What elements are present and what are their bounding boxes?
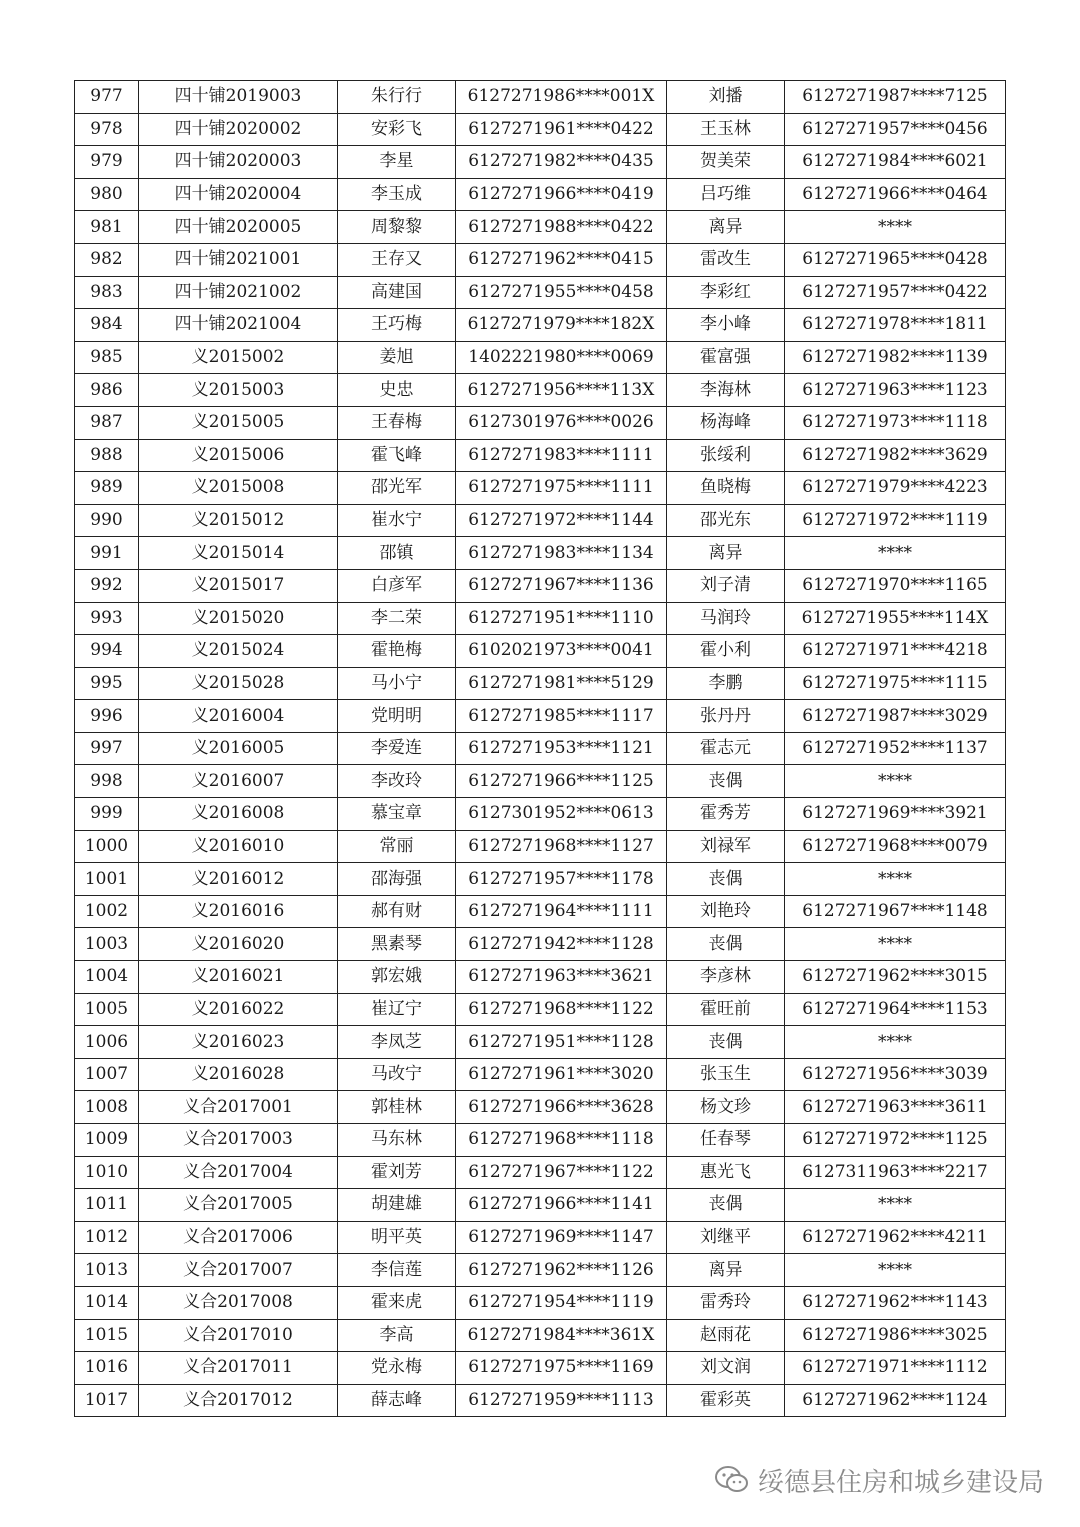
applicant-id-cell: 1402221980****0069 xyxy=(456,341,667,374)
household-code-cell: 义2016020 xyxy=(139,928,338,961)
row-number-cell: 999 xyxy=(75,798,139,831)
spouse-id-cell: 6127311963****2217 xyxy=(785,1156,1006,1189)
table-row xyxy=(75,569,1006,602)
spouse-id-cell: 6127271957****0422 xyxy=(785,276,1006,309)
household-code-cell: 义合2017004 xyxy=(139,1156,338,1189)
applicant-id-cell: 6127271961****0422 xyxy=(456,113,667,146)
applicant-id-cell: 6127271969****1147 xyxy=(456,1221,667,1254)
spouse-id-cell: 6127271971****1112 xyxy=(785,1352,1006,1385)
household-code-cell: 四十铺2020002 xyxy=(139,113,338,146)
spouse-name-cell: 丧偶 xyxy=(667,765,785,798)
table-row xyxy=(75,81,1006,114)
household-code-cell: 义合2017007 xyxy=(139,1254,338,1287)
spouse-id-cell: 6127271963****3611 xyxy=(785,1091,1006,1124)
row-number-cell: 1001 xyxy=(75,863,139,896)
table-row xyxy=(75,798,1006,831)
table-row xyxy=(75,993,1006,1026)
spouse-name-cell: 张丹丹 xyxy=(667,700,785,733)
applicant-name-cell: 李爱连 xyxy=(338,732,456,765)
row-number-cell: 1004 xyxy=(75,961,139,994)
applicant-id-cell: 6127301952****0613 xyxy=(456,798,667,831)
row-number-cell: 982 xyxy=(75,243,139,276)
table-row xyxy=(75,928,1006,961)
applicant-id-cell: 6127271966****0419 xyxy=(456,178,667,211)
row-number-cell: 1016 xyxy=(75,1352,139,1385)
spouse-id-cell: 6127271972****1119 xyxy=(785,504,1006,537)
applicant-name-cell: 李二荣 xyxy=(338,602,456,635)
spouse-id-cell: 6127271962****1143 xyxy=(785,1286,1006,1319)
applicant-id-cell: 6127271986****001X xyxy=(456,81,667,114)
spouse-name-cell: 霍富强 xyxy=(667,341,785,374)
spouse-id-cell: 6127271987****3029 xyxy=(785,700,1006,733)
applicant-name-cell: 霍飞峰 xyxy=(338,439,456,472)
applicant-name-cell: 薛志峰 xyxy=(338,1384,456,1417)
table-row xyxy=(75,635,1006,668)
spouse-id-cell: 6127271962****4211 xyxy=(785,1221,1006,1254)
applicant-name-cell: 王存又 xyxy=(338,243,456,276)
household-code-cell: 义2015003 xyxy=(139,374,338,407)
table-row xyxy=(75,243,1006,276)
spouse-name-cell: 霍彩英 xyxy=(667,1384,785,1417)
row-number-cell: 989 xyxy=(75,472,139,505)
table-row xyxy=(75,700,1006,733)
household-code-cell: 义2016021 xyxy=(139,961,338,994)
applicant-name-cell: 李信莲 xyxy=(338,1254,456,1287)
table-row xyxy=(75,504,1006,537)
household-code-cell: 义2016012 xyxy=(139,863,338,896)
spouse-name-cell: 丧偶 xyxy=(667,1026,785,1059)
spouse-id-cell: **** xyxy=(785,1189,1006,1222)
spouse-id-cell: 6127271972****1125 xyxy=(785,1124,1006,1157)
spouse-id-cell: **** xyxy=(785,1254,1006,1287)
applicant-name-cell: 李高 xyxy=(338,1319,456,1352)
applicant-id-cell: 6127271985****1117 xyxy=(456,700,667,733)
table-row xyxy=(75,667,1006,700)
spouse-name-cell: 张绥利 xyxy=(667,439,785,472)
applicant-id-cell: 6127271961****3020 xyxy=(456,1058,667,1091)
table-row xyxy=(75,961,1006,994)
spouse-id-cell: 6127271970****1165 xyxy=(785,569,1006,602)
spouse-name-cell: 霍小利 xyxy=(667,635,785,668)
spouse-name-cell: 刘子清 xyxy=(667,569,785,602)
row-number-cell: 997 xyxy=(75,732,139,765)
applicant-name-cell: 王巧梅 xyxy=(338,309,456,342)
household-code-cell: 义2015014 xyxy=(139,537,338,570)
applicant-name-cell: 邵海强 xyxy=(338,863,456,896)
applicant-name-cell: 史忠 xyxy=(338,374,456,407)
household-code-cell: 义合2017005 xyxy=(139,1189,338,1222)
row-number-cell: 1012 xyxy=(75,1221,139,1254)
applicant-name-cell: 郝有财 xyxy=(338,895,456,928)
applicant-name-cell: 胡建雄 xyxy=(338,1189,456,1222)
applicant-name-cell: 李改玲 xyxy=(338,765,456,798)
applicant-id-cell: 6127271962****0415 xyxy=(456,243,667,276)
row-number-cell: 1007 xyxy=(75,1058,139,1091)
table-row xyxy=(75,602,1006,635)
spouse-name-cell: 离异 xyxy=(667,211,785,244)
table-row xyxy=(75,309,1006,342)
applicant-id-cell: 6127271964****1111 xyxy=(456,895,667,928)
spouse-id-cell: 6127271964****1153 xyxy=(785,993,1006,1026)
applicant-id-cell: 6127271942****1128 xyxy=(456,928,667,961)
spouse-id-cell: 6127271966****0464 xyxy=(785,178,1006,211)
table-row xyxy=(75,341,1006,374)
spouse-id-cell: 6127271962****3015 xyxy=(785,961,1006,994)
spouse-name-cell: 霍秀芳 xyxy=(667,798,785,831)
row-number-cell: 980 xyxy=(75,178,139,211)
row-number-cell: 995 xyxy=(75,667,139,700)
applicant-name-cell: 李玉成 xyxy=(338,178,456,211)
row-number-cell: 990 xyxy=(75,504,139,537)
household-code-cell: 义合2017001 xyxy=(139,1091,338,1124)
applicant-id-cell: 6127271967****1122 xyxy=(456,1156,667,1189)
table-row xyxy=(75,1091,1006,1124)
household-code-cell: 义2016010 xyxy=(139,830,338,863)
applicant-id-cell: 6127271966****3628 xyxy=(456,1091,667,1124)
spouse-name-cell: 刘播 xyxy=(667,81,785,114)
spouse-id-cell: 6127271986****3025 xyxy=(785,1319,1006,1352)
applicant-id-cell: 6127271957****1178 xyxy=(456,863,667,896)
table-row xyxy=(75,113,1006,146)
table-row xyxy=(75,1058,1006,1091)
applicant-id-cell: 6127271963****3621 xyxy=(456,961,667,994)
applicant-id-cell: 6127271984****361X xyxy=(456,1319,667,1352)
table-row xyxy=(75,472,1006,505)
row-number-cell: 991 xyxy=(75,537,139,570)
spouse-name-cell: 丧偶 xyxy=(667,928,785,961)
household-code-cell: 四十铺2020004 xyxy=(139,178,338,211)
applicant-name-cell: 高建国 xyxy=(338,276,456,309)
spouse-name-cell: 李彩红 xyxy=(667,276,785,309)
applicant-id-cell: 6127271966****1125 xyxy=(456,765,667,798)
applicant-id-cell: 6127271981****5129 xyxy=(456,667,667,700)
household-code-cell: 四十铺2019003 xyxy=(139,81,338,114)
spouse-id-cell: 6127271979****4223 xyxy=(785,472,1006,505)
applicant-name-cell: 霍来虎 xyxy=(338,1286,456,1319)
applicant-name-cell: 安彩飞 xyxy=(338,113,456,146)
applicant-id-cell: 6127271968****1127 xyxy=(456,830,667,863)
spouse-id-cell: 6127271963****1123 xyxy=(785,374,1006,407)
applicant-id-cell: 6127271972****1144 xyxy=(456,504,667,537)
spouse-name-cell: 贺美荣 xyxy=(667,146,785,179)
row-number-cell: 1017 xyxy=(75,1384,139,1417)
household-code-cell: 义合2017008 xyxy=(139,1286,338,1319)
spouse-id-cell: 6127271982****3629 xyxy=(785,439,1006,472)
applicant-name-cell: 邵镇 xyxy=(338,537,456,570)
spouse-id-cell: **** xyxy=(785,1026,1006,1059)
row-number-cell: 986 xyxy=(75,374,139,407)
row-number-cell: 998 xyxy=(75,765,139,798)
applicant-id-cell: 6127271968****1122 xyxy=(456,993,667,1026)
spouse-id-cell: **** xyxy=(785,211,1006,244)
household-code-cell: 义2016008 xyxy=(139,798,338,831)
row-number-cell: 1013 xyxy=(75,1254,139,1287)
records-table xyxy=(74,80,1006,1417)
row-number-cell: 981 xyxy=(75,211,139,244)
spouse-name-cell: 杨文珍 xyxy=(667,1091,785,1124)
spouse-id-cell: 6127271982****1139 xyxy=(785,341,1006,374)
household-code-cell: 义2016028 xyxy=(139,1058,338,1091)
row-number-cell: 1000 xyxy=(75,830,139,863)
applicant-id-cell: 6127271983****1111 xyxy=(456,439,667,472)
row-number-cell: 983 xyxy=(75,276,139,309)
table-row xyxy=(75,1352,1006,1385)
spouse-id-cell: 6127271967****1148 xyxy=(785,895,1006,928)
applicant-name-cell: 郭宏娥 xyxy=(338,961,456,994)
applicant-id-cell: 6127271967****1136 xyxy=(456,569,667,602)
table-row xyxy=(75,895,1006,928)
table-row xyxy=(75,1156,1006,1189)
table-row xyxy=(75,211,1006,244)
spouse-name-cell: 刘继平 xyxy=(667,1221,785,1254)
row-number-cell: 977 xyxy=(75,81,139,114)
table-row xyxy=(75,1026,1006,1059)
household-code-cell: 义2015005 xyxy=(139,406,338,439)
applicant-id-cell: 6127271951****1128 xyxy=(456,1026,667,1059)
spouse-id-cell: 6127271957****0456 xyxy=(785,113,1006,146)
row-number-cell: 1009 xyxy=(75,1124,139,1157)
table-row xyxy=(75,537,1006,570)
applicant-name-cell: 白彦军 xyxy=(338,569,456,602)
applicant-name-cell: 郭桂林 xyxy=(338,1091,456,1124)
table-row xyxy=(75,276,1006,309)
applicant-id-cell: 6127271982****0435 xyxy=(456,146,667,179)
spouse-name-cell: 雷改生 xyxy=(667,243,785,276)
household-code-cell: 义2015017 xyxy=(139,569,338,602)
applicant-id-cell: 6127271953****1121 xyxy=(456,732,667,765)
spouse-id-cell: 6127271965****0428 xyxy=(785,243,1006,276)
household-code-cell: 义2015012 xyxy=(139,504,338,537)
row-number-cell: 1014 xyxy=(75,1286,139,1319)
applicant-id-cell: 6127271975****1111 xyxy=(456,472,667,505)
spouse-name-cell: 马润玲 xyxy=(667,602,785,635)
applicant-id-cell: 6102021973****0041 xyxy=(456,635,667,668)
household-code-cell: 四十铺2021002 xyxy=(139,276,338,309)
household-code-cell: 义2016005 xyxy=(139,732,338,765)
applicant-name-cell: 慕宝章 xyxy=(338,798,456,831)
spouse-id-cell: **** xyxy=(785,863,1006,896)
spouse-name-cell: 张玉生 xyxy=(667,1058,785,1091)
applicant-name-cell: 李星 xyxy=(338,146,456,179)
table-row xyxy=(75,1319,1006,1352)
household-code-cell: 义合2017012 xyxy=(139,1384,338,1417)
table-row xyxy=(75,178,1006,211)
spouse-name-cell: 惠光飞 xyxy=(667,1156,785,1189)
applicant-name-cell: 王春梅 xyxy=(338,406,456,439)
household-code-cell: 义2016022 xyxy=(139,993,338,1026)
applicant-id-cell: 6127271959****1113 xyxy=(456,1384,667,1417)
household-code-cell: 义2015020 xyxy=(139,602,338,635)
table-row xyxy=(75,1254,1006,1287)
spouse-name-cell: 雷秀玲 xyxy=(667,1286,785,1319)
household-code-cell: 义2016023 xyxy=(139,1026,338,1059)
row-number-cell: 1010 xyxy=(75,1156,139,1189)
table-row xyxy=(75,439,1006,472)
applicant-name-cell: 黑素琴 xyxy=(338,928,456,961)
spouse-id-cell: 6127271969****3921 xyxy=(785,798,1006,831)
table-row xyxy=(75,374,1006,407)
records-table-body xyxy=(75,81,1006,1417)
spouse-name-cell: 霍志元 xyxy=(667,732,785,765)
applicant-name-cell: 明平英 xyxy=(338,1221,456,1254)
spouse-name-cell: 王玉林 xyxy=(667,113,785,146)
applicant-name-cell: 霍刘芳 xyxy=(338,1156,456,1189)
spouse-name-cell: 离异 xyxy=(667,537,785,570)
household-code-cell: 义2016016 xyxy=(139,895,338,928)
watermark xyxy=(714,1460,1044,1500)
row-number-cell: 992 xyxy=(75,569,139,602)
applicant-name-cell: 崔水宁 xyxy=(338,504,456,537)
household-code-cell: 义合2017011 xyxy=(139,1352,338,1385)
table-row xyxy=(75,1221,1006,1254)
household-code-cell: 义2015008 xyxy=(139,472,338,505)
row-number-cell: 1006 xyxy=(75,1026,139,1059)
applicant-id-cell: 6127271979****182X xyxy=(456,309,667,342)
spouse-name-cell: 刘文润 xyxy=(667,1352,785,1385)
household-code-cell: 义2015006 xyxy=(139,439,338,472)
row-number-cell: 987 xyxy=(75,406,139,439)
table-row xyxy=(75,1286,1006,1319)
spouse-id-cell: 6127271978****1811 xyxy=(785,309,1006,342)
spouse-name-cell: 李彦林 xyxy=(667,961,785,994)
spouse-id-cell: 6127271971****4218 xyxy=(785,635,1006,668)
spouse-name-cell: 霍旺前 xyxy=(667,993,785,1026)
household-code-cell: 义合2017003 xyxy=(139,1124,338,1157)
spouse-id-cell: **** xyxy=(785,765,1006,798)
spouse-name-cell: 离异 xyxy=(667,1254,785,1287)
spouse-id-cell: 6127271975****1115 xyxy=(785,667,1006,700)
table-row xyxy=(75,732,1006,765)
row-number-cell: 984 xyxy=(75,309,139,342)
applicant-id-cell: 6127271956****113X xyxy=(456,374,667,407)
applicant-name-cell: 马小宁 xyxy=(338,667,456,700)
wechat-icon xyxy=(714,1465,750,1495)
applicant-id-cell: 6127271968****1118 xyxy=(456,1124,667,1157)
spouse-id-cell: **** xyxy=(785,928,1006,961)
row-number-cell: 1008 xyxy=(75,1091,139,1124)
applicant-name-cell: 崔辽宁 xyxy=(338,993,456,1026)
spouse-name-cell: 丧偶 xyxy=(667,863,785,896)
row-number-cell: 979 xyxy=(75,146,139,179)
applicant-id-cell: 6127271983****1134 xyxy=(456,537,667,570)
table-row xyxy=(75,406,1006,439)
household-code-cell: 四十铺2021001 xyxy=(139,243,338,276)
household-code-cell: 义合2017010 xyxy=(139,1319,338,1352)
watermark-text: 绥德县住房和城乡建设局 xyxy=(757,1467,1044,1498)
spouse-name-cell: 李海林 xyxy=(667,374,785,407)
spouse-name-cell: 刘禄军 xyxy=(667,830,785,863)
applicant-id-cell: 6127271988****0422 xyxy=(456,211,667,244)
row-number-cell: 1011 xyxy=(75,1189,139,1222)
spouse-name-cell: 鱼晓梅 xyxy=(667,472,785,505)
table-row xyxy=(75,1124,1006,1157)
applicant-name-cell: 马东林 xyxy=(338,1124,456,1157)
spouse-id-cell: 6127271962****1124 xyxy=(785,1384,1006,1417)
spouse-id-cell: 6127271952****1137 xyxy=(785,732,1006,765)
row-number-cell: 1005 xyxy=(75,993,139,1026)
applicant-name-cell: 邵光军 xyxy=(338,472,456,505)
table-row xyxy=(75,863,1006,896)
table-row xyxy=(75,1189,1006,1222)
spouse-id-cell: 6127271984****6021 xyxy=(785,146,1006,179)
row-number-cell: 993 xyxy=(75,602,139,635)
applicant-name-cell: 周黎黎 xyxy=(338,211,456,244)
applicant-name-cell: 姜旭 xyxy=(338,341,456,374)
applicant-name-cell: 马改宁 xyxy=(338,1058,456,1091)
household-code-cell: 四十铺2020003 xyxy=(139,146,338,179)
spouse-id-cell: 6127271956****3039 xyxy=(785,1058,1006,1091)
spouse-name-cell: 赵雨花 xyxy=(667,1319,785,1352)
row-number-cell: 996 xyxy=(75,700,139,733)
household-code-cell: 义2015002 xyxy=(139,341,338,374)
spouse-name-cell: 丧偶 xyxy=(667,1189,785,1222)
applicant-name-cell: 朱行行 xyxy=(338,81,456,114)
row-number-cell: 1002 xyxy=(75,895,139,928)
spouse-name-cell: 任春琴 xyxy=(667,1124,785,1157)
row-number-cell: 1003 xyxy=(75,928,139,961)
spouse-name-cell: 李鹏 xyxy=(667,667,785,700)
spouse-id-cell: 6127271987****7125 xyxy=(785,81,1006,114)
applicant-id-cell: 6127271955****0458 xyxy=(456,276,667,309)
table-row xyxy=(75,765,1006,798)
applicant-id-cell: 6127271951****1110 xyxy=(456,602,667,635)
row-number-cell: 978 xyxy=(75,113,139,146)
household-code-cell: 义合2017006 xyxy=(139,1221,338,1254)
applicant-name-cell: 常丽 xyxy=(338,830,456,863)
household-code-cell: 义2016004 xyxy=(139,700,338,733)
spouse-name-cell: 邵光东 xyxy=(667,504,785,537)
row-number-cell: 988 xyxy=(75,439,139,472)
household-code-cell: 义2015028 xyxy=(139,667,338,700)
row-number-cell: 1015 xyxy=(75,1319,139,1352)
spouse-id-cell: 6127271955****114X xyxy=(785,602,1006,635)
spouse-id-cell: **** xyxy=(785,537,1006,570)
applicant-id-cell: 6127271966****1141 xyxy=(456,1189,667,1222)
applicant-name-cell: 霍艳梅 xyxy=(338,635,456,668)
table-row xyxy=(75,146,1006,179)
table-row xyxy=(75,830,1006,863)
spouse-name-cell: 杨海峰 xyxy=(667,406,785,439)
applicant-name-cell: 党明明 xyxy=(338,700,456,733)
applicant-id-cell: 6127271954****1119 xyxy=(456,1286,667,1319)
row-number-cell: 994 xyxy=(75,635,139,668)
spouse-id-cell: 6127271973****1118 xyxy=(785,406,1006,439)
spouse-name-cell: 刘艳玲 xyxy=(667,895,785,928)
household-code-cell: 四十铺2020005 xyxy=(139,211,338,244)
applicant-name-cell: 李凤芝 xyxy=(338,1026,456,1059)
spouse-name-cell: 吕巧维 xyxy=(667,178,785,211)
applicant-id-cell: 6127271975****1169 xyxy=(456,1352,667,1385)
applicant-id-cell: 6127301976****0026 xyxy=(456,406,667,439)
spouse-name-cell: 李小峰 xyxy=(667,309,785,342)
household-code-cell: 义2016007 xyxy=(139,765,338,798)
row-number-cell: 985 xyxy=(75,341,139,374)
table-row xyxy=(75,1384,1006,1417)
household-code-cell: 义2015024 xyxy=(139,635,338,668)
household-code-cell: 四十铺2021004 xyxy=(139,309,338,342)
spouse-id-cell: 6127271968****0079 xyxy=(785,830,1006,863)
applicant-id-cell: 6127271962****1126 xyxy=(456,1254,667,1287)
applicant-name-cell: 党永梅 xyxy=(338,1352,456,1385)
